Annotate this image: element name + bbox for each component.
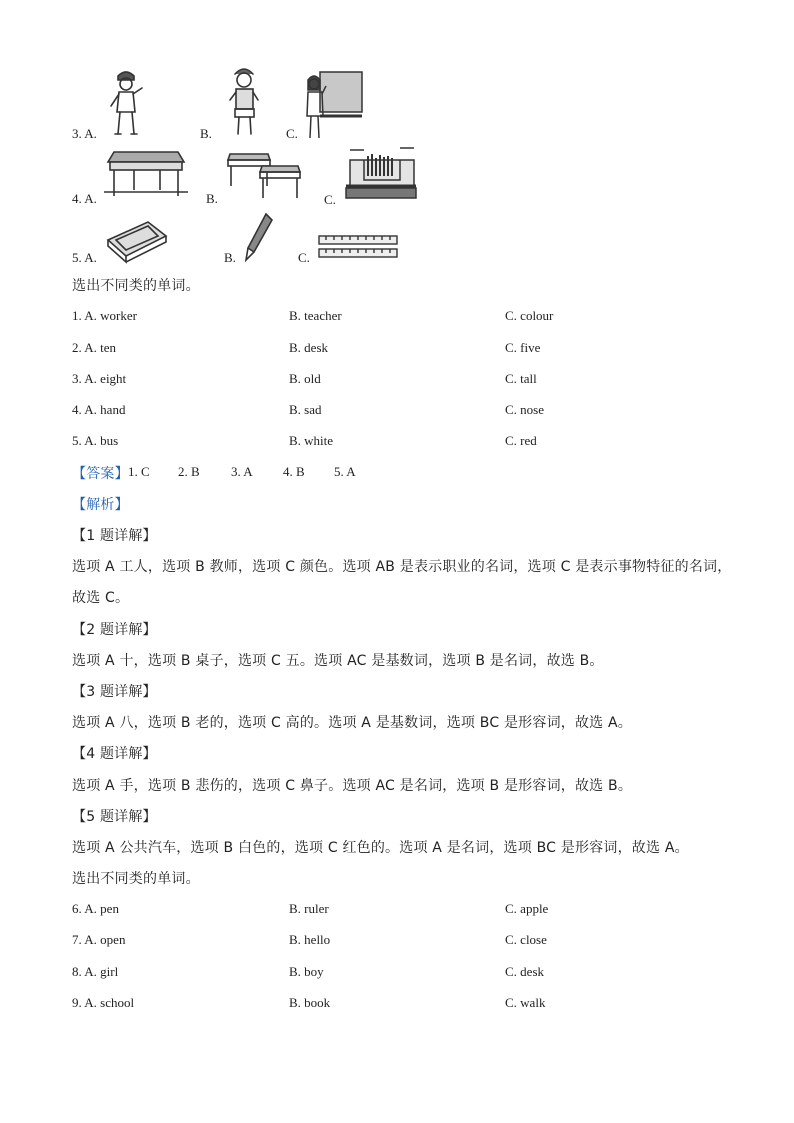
q3-option-a: 3. A. eight <box>72 371 127 386</box>
q5-b-label: B. <box>224 250 236 265</box>
answer-item: 4. B <box>283 464 305 479</box>
q4-b-label: B. <box>206 191 218 206</box>
student-boy-picture <box>224 64 264 138</box>
rulers-picture <box>318 234 398 260</box>
q6-option-a: 6. A. pen <box>72 901 119 916</box>
q7-option-b: B. hello <box>289 932 331 947</box>
q4-option-a: 4. A. hand <box>72 402 126 417</box>
q7-option-a: 7. A. open <box>72 932 126 947</box>
q4-option-c: C. nose <box>505 402 544 417</box>
detail-text-4: 选项 A 手，选项 B 悲伤的，选项 C 鼻子。选项 AC 是名词，选项 B 是形容词，故选 B。 <box>72 778 633 794</box>
desk-picture <box>104 150 188 200</box>
detail-heading-2: 【2 题详解】 <box>72 622 157 638</box>
detail-heading-1: 【1 题详解】 <box>72 528 157 544</box>
q1-option-a: 1. A. worker <box>72 308 137 323</box>
q5-option-c: C. red <box>505 433 537 448</box>
q9-option-b: B. book <box>289 995 331 1010</box>
q3-b-label: B. <box>200 126 212 141</box>
worker-girl-picture <box>104 66 150 138</box>
section1-instruction: 选出不同类的单词。 <box>72 278 200 294</box>
q9-option-c: C. walk <box>505 995 546 1010</box>
teacher-at-board-picture <box>302 70 364 140</box>
q7-option-c: C. close <box>505 932 547 947</box>
detail-text-5: 选项 A 公共汽车，选项 B 白色的，选项 C 红色的。选项 A 是名词，选项 BC 是形容词，故选 A。 <box>72 840 689 856</box>
answer-label: 【答案】 <box>72 466 129 482</box>
q4-a-label: 4. A. <box>72 191 97 206</box>
pencil-box-picture <box>104 214 170 260</box>
detail-heading-4: 【4 题详解】 <box>72 746 157 762</box>
q5-a-label: 5. A. <box>72 250 97 265</box>
q1-option-c: C. colour <box>505 308 554 323</box>
detail-heading-3: 【3 题详解】 <box>72 684 157 700</box>
q1-option-b: B. teacher <box>289 308 342 323</box>
bookshelf-desk-picture <box>344 146 418 202</box>
detail-heading-5: 【5 题详解】 <box>72 809 157 825</box>
answer-item: 1. C <box>128 464 150 479</box>
answer-item: 5. A <box>334 464 356 479</box>
pencil-picture <box>244 212 274 262</box>
detail-text-3: 选项 A 八，选项 B 老的，选项 C 高的。选项 A 是基数词，选项 BC 是形容词，故选 A。 <box>72 715 632 731</box>
q6-option-c: C. apple <box>505 901 549 916</box>
q5-option-a: 5. A. bus <box>72 433 119 448</box>
q8-option-b: B. boy <box>289 964 324 979</box>
q3-a-label: 3. A. <box>72 126 97 141</box>
analysis-label: 【解析】 <box>72 497 129 513</box>
detail-text-1: 选项 A 工人，选项 B 教师，选项 C 颜色。选项 AB 是表示职业的名词，选项 C 是表示事物特征的名词， <box>72 559 732 575</box>
q5-option-b: B. white <box>289 433 334 448</box>
detail-text-1-cont: 故选 C。 <box>72 590 130 606</box>
desks-picture <box>226 152 302 200</box>
q3-option-c: C. tall <box>505 371 537 386</box>
detail-text-2: 选项 A 十，选项 B 桌子，选项 C 五。选项 AC 是基数词，选项 B 是名词，故选 B。 <box>72 653 604 669</box>
q2-option-a: 2. A. ten <box>72 340 117 355</box>
q2-option-c: C. five <box>505 340 541 355</box>
q8-option-a: 8. A. girl <box>72 964 119 979</box>
q3-option-b: B. old <box>289 371 321 386</box>
q3-c-label: C. <box>286 126 298 141</box>
q2-option-b: B. desk <box>289 340 328 355</box>
q4-option-b: B. sad <box>289 402 322 417</box>
section2-instruction: 选出不同类的单词。 <box>72 871 200 887</box>
q4-c-label: C. <box>324 192 336 207</box>
answer-item: 3. A <box>231 464 253 479</box>
q8-option-c: C. desk <box>505 964 544 979</box>
answer-item: 2. B <box>178 464 200 479</box>
q5-c-label: C. <box>298 250 310 265</box>
q6-option-b: B. ruler <box>289 901 329 916</box>
q9-option-a: 9. A. school <box>72 995 135 1010</box>
